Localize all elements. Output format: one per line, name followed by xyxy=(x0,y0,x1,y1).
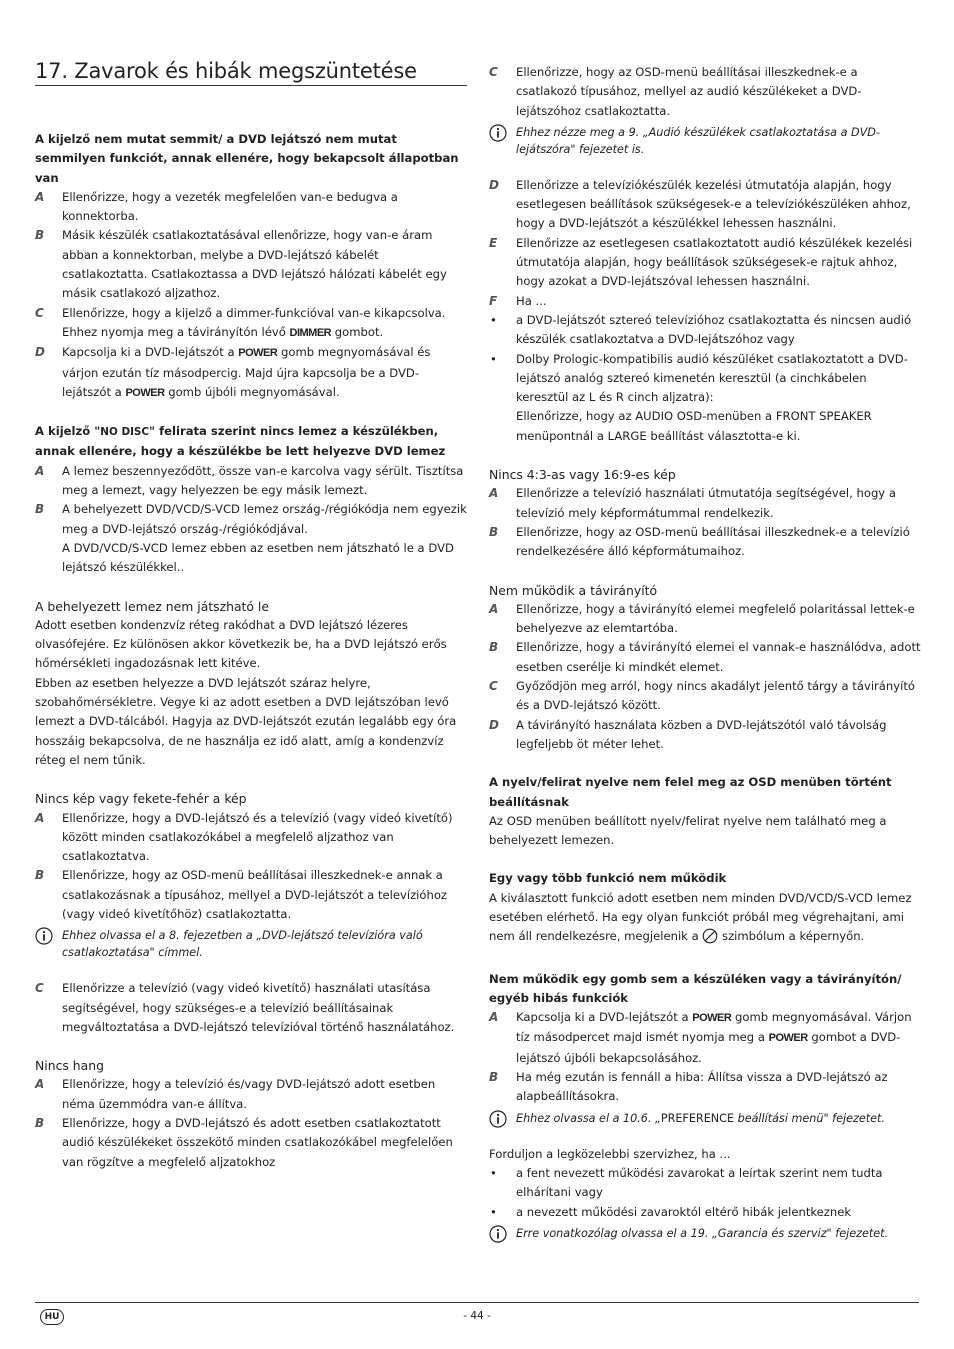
bullet-item: • a fent nevezett működési zavarokat a leírtak szerint nem tudta elhárítani vagy xyxy=(490,1165,883,1200)
section-heading: A kijelző "NO DISC" felirata szerint nincs lemez a készülékben, annak ellenére, hogy a készülékbe be lett helyezve DVD lemez xyxy=(35,424,446,459)
section-language xyxy=(489,773,921,850)
item-letter: A xyxy=(489,486,499,501)
list-item: B Ellenőrizze, hogy az OSD-menü beállításai illeszkednek-e a televízió rendelkezésére álló képformátumaihoz. xyxy=(489,524,910,559)
item-letter: C xyxy=(489,65,498,79)
list-item: C Győződjön meg arról, hogy nincs akadályt jelentő tárgy a távirányító és a DVD-lejátszó között. xyxy=(489,679,915,713)
info-note: Ehhez olvassa el a 10.6. „PREFERENCE beállítási menü" fejezetet. xyxy=(489,1110,921,1127)
menu-name: PREFERENCE xyxy=(660,1111,735,1125)
page-number: - 44 - xyxy=(463,1310,491,1322)
list-item: F Ha ... xyxy=(489,292,921,311)
info-circle-icon xyxy=(489,124,507,147)
section-heading: Nem működik a távirányító xyxy=(489,582,658,598)
item-letter: D xyxy=(35,345,45,360)
key-label: POWER xyxy=(692,1012,732,1025)
bullet-icon: • xyxy=(490,1204,497,1219)
list-item: B Másik készülék csatlakoztatásával ellenőrizze, hogy van-e áram abban a konnektorban, melybe a DVD-lejátszó kábelét csatlakoztatta. Csatlakoztassa a DVD lejátszó hálózati kábelét egy másik csatlakozó aljzathoz. xyxy=(35,228,447,301)
left-column xyxy=(35,58,467,1172)
list-item: B Ellenőrizze, hogy a távirányító elemei el vannak-e használódva, adott esetben cserélje ki mindkét elemet. xyxy=(489,640,921,674)
section-aspect-ratio xyxy=(489,465,921,561)
info-circle-icon xyxy=(489,1110,507,1133)
section-buttons xyxy=(489,970,921,1242)
item-letter: B xyxy=(489,1070,499,1085)
country-badge: HU xyxy=(40,1309,64,1325)
item-letter: B xyxy=(35,502,45,517)
page-title: 17. Zavarok és hibák megszüntetése xyxy=(35,58,467,86)
section-heading: A nyelv/felirat nyelve nem felel meg az OSD menüben történt beállításnak xyxy=(489,775,892,809)
section-heading: Egy vagy több funkció nem működik xyxy=(489,871,727,886)
menu-name: AUDIO xyxy=(635,409,674,424)
list-item: A Ellenőrizze a televízió használati útmutatója segítségével, hogy a televízió mely képformátummal rendelkezik. xyxy=(489,486,896,520)
key-label: DIMMER xyxy=(289,326,332,339)
section-disc-unplayable xyxy=(35,597,467,771)
item-letter: B xyxy=(35,228,45,243)
item-letter: D xyxy=(489,177,499,192)
item-letter: F xyxy=(489,293,498,308)
section-no-sound-cont xyxy=(489,63,921,446)
paragraph: Az OSD menüben beállított nyelv/felirat nyelve nem található meg a behelyezett lemezen. xyxy=(489,813,887,848)
info-circle-icon xyxy=(489,1225,507,1248)
section-remote xyxy=(489,581,921,755)
section-no-disc xyxy=(35,422,467,577)
section-heading: Nincs kép vagy fekete-fehér a kép xyxy=(35,791,247,807)
paragraph: A kiválasztott funkció adott esetben nem minden DVD/VCD/S-VCD lemez esetében elérhető. Ha egy olyan funkciót próbál meg végrehajtani, ami nem áll rendelkezésre, megjelenik a szimbólum a képernyőn. xyxy=(489,889,921,951)
menu-name: FRONT SPEAKER xyxy=(775,409,872,424)
bullet-icon: • xyxy=(490,312,497,327)
section-heading: Nincs 4:3-as vagy 16:9-es kép xyxy=(489,467,676,483)
section-heading: A behelyezett lemez nem játszható le xyxy=(35,598,269,614)
paragraph: Ebben az esetben helyezze a DVD lejátszót száraz helyre, szobahőmérsékletre. Vegye ki az adott esetben a DVD lejátszóban levő lemezt a DVD-tálcából. Hagyja az DVD-lejátszót ezután legalább egy óra hosszáig bekapcsolva, de ne használja ez idő alatt, amíg a kondenzvíz réteg el nem tűnik. xyxy=(35,675,457,767)
list-item: C Ellenőrizze, hogy a kijelző a dimmer-funkcióval van-e kikapcsolva. Ehhez nyomja meg a távirányítón lévő DIMMER gombot. xyxy=(35,305,446,339)
item-letter: B xyxy=(489,640,499,655)
item-letter: A xyxy=(35,463,45,478)
list-item: C Ellenőrizze a televízió (vagy videó kivetítő) használati utasítása segítségével, hogy szükséges-e a televízió beállításainak megváltoztatása a DVD-lejátszó televízióval történő használatához. xyxy=(35,981,455,1034)
list-item: A A lemez beszennyeződött, össze van-e karcolva vagy sérült. Tisztítsa meg a lemezt, vagy helyezzen be egy másik lemezt. xyxy=(35,463,464,498)
item-letter: A xyxy=(35,1077,45,1092)
item-letter: B xyxy=(35,1116,45,1131)
bullet-icon: • xyxy=(490,1165,497,1180)
item-letter: A xyxy=(35,810,45,825)
list-item: A Ellenőrizze, hogy a távirányító elemei megfelelő polaritással lettek-e behelyezve az elemtartóba. xyxy=(489,601,915,636)
key-label: POWER xyxy=(125,386,165,399)
section-heading: A kijelző nem mutat semmit/ a DVD lejátszó nem mutat semmilyen funkciót, annak ellenére, hogy bekapcsolt állapotban van xyxy=(35,132,459,185)
list-item: E Ellenőrizze az esetlegesen csatlakoztatott audió készülékek kezelési útmutatója alapján, hogy beállítások szükségesek-e rajtuk ahhoz, hogy azokat a DVD-lejátszóval lehessen használni. xyxy=(489,235,913,289)
info-note: Erre vonatkozólag olvassa el a 19. „Garancia és szerviz" fejezetet. xyxy=(489,1225,921,1242)
bullet-item: • Dolby Prologic-kompatibilis audió készüléket csatlakoztatott a DVD-lejátszó analóg sztereó kimenetén keresztül (a cinchkábelen keresztül az L és R cinch aljzatra): Ellenőrizze, hogy az AUDIO OSD-menüben a FRONT SPEAKER menüpontnál a LARGE beállítást választotta-e ki. xyxy=(490,351,908,443)
footer-rule xyxy=(35,1302,919,1303)
section-display-blank xyxy=(35,130,467,403)
item-letter: B xyxy=(35,868,45,883)
section-functions xyxy=(489,869,921,950)
bullet-icon: • xyxy=(490,351,497,366)
bullet-item: • a DVD-lejátszót sztereó televízióhoz csatlakoztatta és nincsen audió készülék csatlakoztatva a DVD-lejátszóhoz vagy xyxy=(490,312,912,347)
list-item: D Ellenőrizze a televíziókészülék kezelési útmutatója alapján, hogy esetlegesen beállítások szükségesek-e a televíziókészüléken ahhoz, hogy a DVD-lejátszót a készülékkel lehessen használni. xyxy=(489,177,911,231)
item-letter: A xyxy=(35,189,45,204)
info-note: Ehhez nézze meg a 9. „Audió készülékek csatlakoztatása a DVD-lejátszóra" fejezetet is. xyxy=(489,124,921,158)
item-letter: B xyxy=(489,524,499,539)
list-item: B Ha még ezután is fennáll a hiba: Állítsa vissza a DVD-lejátszó az alapbeállításokra. xyxy=(489,1070,888,1104)
section-heading: Nem működik egy gomb sem a készüléken vagy a távirányítón/ egyéb hibás funkciók xyxy=(489,971,902,1005)
key-label: POWER xyxy=(768,1032,808,1045)
list-item: A Ellenőrizze, hogy a televízió és/vagy DVD-lejátszó adott esetben néma üzemmódra van-e állítva. xyxy=(35,1077,436,1111)
item-letter: C xyxy=(35,981,44,996)
info-note: Ehhez olvassa el a 8. fejezetben a „DVD-lejátszó televízióra való csatlakoztatása" címmel. xyxy=(35,927,467,961)
list-item: B A behelyezett DVD/VCD/S-VCD lemez ország-/régiókódja nem egyezik meg a DVD-lejátszó ország-/régiókódjával. A DVD/VCD/S-VCD lemez ebben az esetben nem játszható le a DVD lejátszó készülékkel.. xyxy=(35,502,467,575)
list-item: A Ellenőrizze, hogy a vezeték megfelelően van-e bedugva a konnektorba. xyxy=(35,189,398,224)
item-letter: A xyxy=(489,1010,499,1025)
right-column xyxy=(489,63,921,1242)
item-letter: A xyxy=(489,601,499,616)
item-letter: E xyxy=(489,235,498,250)
paragraph: Adott esetben kondenzvíz réteg rakódhat a DVD lejátszó lézeres olvasófejére. Ez különösen akkor következik be, ha a DVD lejátszó erős hőmérsékleti ingadozásnak lett kitéve. xyxy=(35,617,447,671)
prohibited-icon xyxy=(702,928,718,950)
info-circle-icon xyxy=(35,927,53,950)
section-heading: Nincs hang xyxy=(35,1058,104,1074)
item-letter: C xyxy=(35,305,44,320)
list-item: B Ellenőrizze, hogy az OSD-menü beállításai illeszkednek-e annak a csatlakozásnak a típusához, mellyel a DVD-lejátszót a televízióhoz (vagy videó kivetítőhöz) csatlakoztatta. xyxy=(35,868,448,921)
bullet-item: • a nevezett működési zavaroktól eltérő hibák jelentkeznek xyxy=(489,1203,921,1222)
paragraph: Forduljon a legközelebbi szervizhez, ha ... xyxy=(489,1146,731,1161)
list-item: A Ellenőrizze, hogy a DVD-lejátszó és a televízió (vagy videó kivetítő) között minden csatlakozókábel a megfelelő aljzathoz van csatlakoztatva. xyxy=(35,810,453,864)
section-no-picture xyxy=(35,789,467,1037)
list-item: D A távirányító használata közben a DVD-lejátszótól való távolság legfeljebb öt méter lehet. xyxy=(489,717,887,751)
item-letter: D xyxy=(489,717,499,732)
list-item: C Ellenőrizze, hogy az OSD-menü beállításai illeszkednek-e a csatlakozó típusához, mellyel az audió készülékeket a DVD-lejátszóhoz csatlakoztatta. xyxy=(489,65,862,118)
list-item: D Kapcsolja ki a DVD-lejátszót a POWER gomb megnyomásával és várjon ezután tíz másodpercig. Majd újra kapcsolja be a DVD-lejátszót a POWER gomb újbóli megnyomásával. xyxy=(35,345,431,399)
display-text: NO DISC xyxy=(100,426,150,439)
section-no-sound xyxy=(35,1056,467,1172)
menu-name: LARGE xyxy=(607,428,647,443)
item-letter: C xyxy=(489,679,498,694)
list-item: A Kapcsolja ki a DVD-lejátszót a POWER gomb megnyomásával. Várjon tíz másodpercet majd ismét nyomja meg a POWER gombot a DVD-lejátszó újbóli bekapcsolásához. xyxy=(489,1010,912,1065)
key-label: POWER xyxy=(238,347,278,360)
list-item: B Ellenőrizze, hogy a DVD-lejátszó és adott esetben csatlakoztatott audió készülékeket összekötő minden csatlakozókábel megfelelően van rögzítve a megfelelő aljzatokhoz xyxy=(35,1116,453,1169)
